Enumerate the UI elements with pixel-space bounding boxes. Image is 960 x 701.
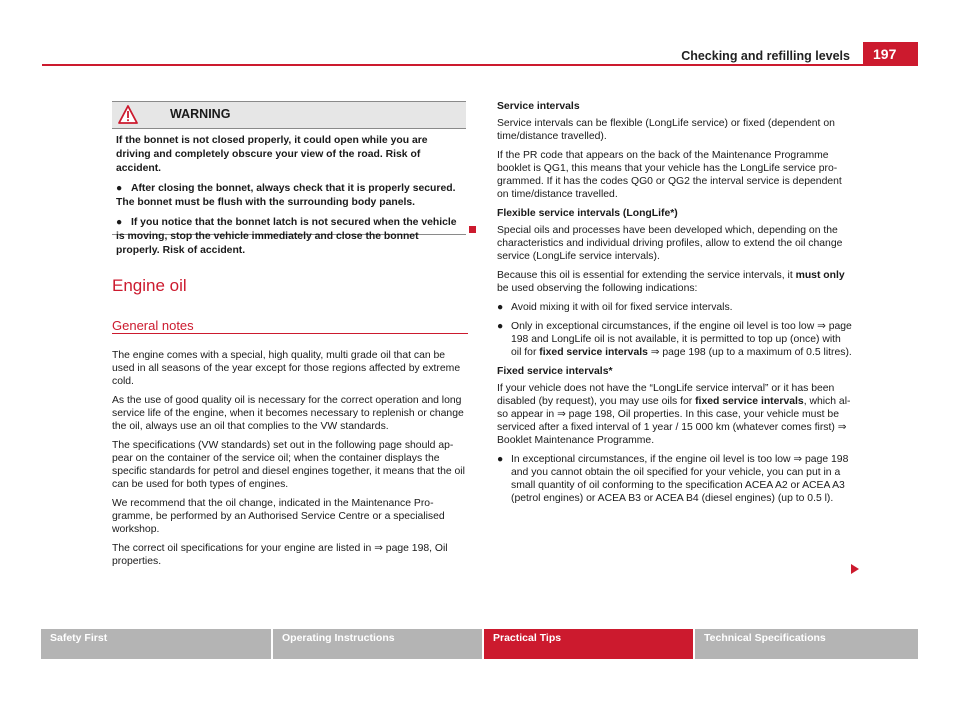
- tab-practical-tips[interactable]: Practical Tips: [484, 629, 693, 659]
- page-number: 197: [863, 42, 918, 66]
- warning-bullet: ● After closing the bonnet, always check that it is properly secured. The bonnet must be flush with the surrounding body panels.: [116, 183, 456, 208]
- paragraph: Special oils and processes have been developed which, depending on the characteristics and individual driving profiles, allow to extend the oil change service (LongLife service intervals).: [497, 225, 843, 262]
- warning-triangle-icon: [118, 105, 138, 124]
- bullet-item: ● In exceptional circumstances, if the engine oil level is too low ⇒ page 198 and you cannot obtain the oil specified for your vehicle, you can put in a small quantity of oil conforming to the specification ACEA A2 or ACEA A3 (petrol engines) or ACEA B3 or ACEA B4 (diesel engines) (up to 0.5 l).: [497, 454, 849, 504]
- fixed-intervals-heading: Fixed service intervals*: [497, 366, 613, 377]
- paragraph: If the PR code that appears on the back of the Maintenance Programme booklet is QG1, this means that your vehicle has the LongLife service pro-grammed. If it has the codes QG0 or QG2 the interval service is dependent on time/distance travelled.: [497, 150, 842, 200]
- paragraph: As the use of good quality oil is necessary for the correct operation and long service life of the engine, when it becomes necessary to replenish or change the oil, always use an oil that complies to the VW standards.: [112, 395, 464, 432]
- paragraph: The correct oil specifications for your engine are listed in ⇒ page 198, Oil properties.: [112, 543, 448, 567]
- paragraph: The engine comes with a special, high quality, multi grade oil that can be used in all seasons of the year except for those regions affected by extreme cold.: [112, 350, 461, 387]
- page-title: Checking and refilling levels: [681, 49, 850, 63]
- header-rule: [42, 64, 918, 66]
- tab-operating-instructions[interactable]: Operating Instructions: [273, 629, 482, 659]
- subtitle-rule: [112, 333, 468, 334]
- bullet-item: ● Avoid mixing it with oil for fixed service intervals.: [497, 302, 733, 313]
- right-column: [497, 100, 853, 511]
- flexible-intervals-heading: Flexible service intervals (LongLife*): [497, 208, 678, 219]
- section-title: Engine oil: [112, 276, 187, 295]
- warning-intro: If the bonnet is not closed properly, it could open while you are driving and completely obscure your view of the road. Risk of accident.: [116, 135, 428, 174]
- tab-safety-first[interactable]: Safety First: [41, 629, 271, 659]
- warning-body: [112, 129, 466, 258]
- paragraph: If your vehicle does not have the “LongLife service interval” or it has been disabled (by request), you may use oils for fixed service intervals, which al-so appear in ⇒ page 198, Oil properties. In this case, your vehicle must be serviced after a fixed interval of 1 year / 15 000 km (whatever comes first) ⇒ Booklet Maintenance Programme.: [497, 383, 851, 446]
- tab-technical-specifications[interactable]: Technical Specifications: [695, 629, 918, 659]
- left-column: [112, 349, 468, 574]
- section-end-marker: [469, 226, 476, 233]
- paragraph: The specifications (VW standards) set out in the following page should ap-pear on the container of the service oil; when the container displays the specific standards for petrol and diesel engines together, it means that the oil can be used for both types of engines.: [112, 440, 465, 490]
- paragraph: We recommend that the oil change, indicated in the Maintenance Pro-gramme, be performed by an Authorised Service Centre or a specialised workshop.: [112, 498, 445, 535]
- warning-header: [112, 102, 466, 129]
- warning-box: [112, 101, 466, 256]
- paragraph: Service intervals can be flexible (LongLife service) or fixed (dependent on time/distance travelled).: [497, 118, 835, 142]
- warning-label: WARNING: [170, 107, 231, 121]
- continue-arrow-icon: [851, 564, 859, 574]
- paragraph: Because this oil is essential for extending the service intervals, it must only be used observing the following indications:: [497, 270, 845, 294]
- section-subtitle: General notes: [112, 318, 194, 333]
- footer-tabs: [41, 629, 918, 659]
- warning-bullet: ● If you notice that the bonnet latch is not secured when the vehicle is moving, stop the vehicle immediately and close the bonnet properly. Risk of accident.: [116, 217, 457, 256]
- bullet-item: ● Only in exceptional circumstances, if the engine oil level is too low ⇒ page 198 and LongLife oil is not available, it is permitted to top up (once) with oil for fixed service intervals ⇒ page 198 (up to a maximum of 0.5 litres).: [497, 321, 852, 358]
- service-intervals-heading: Service intervals: [497, 101, 580, 112]
